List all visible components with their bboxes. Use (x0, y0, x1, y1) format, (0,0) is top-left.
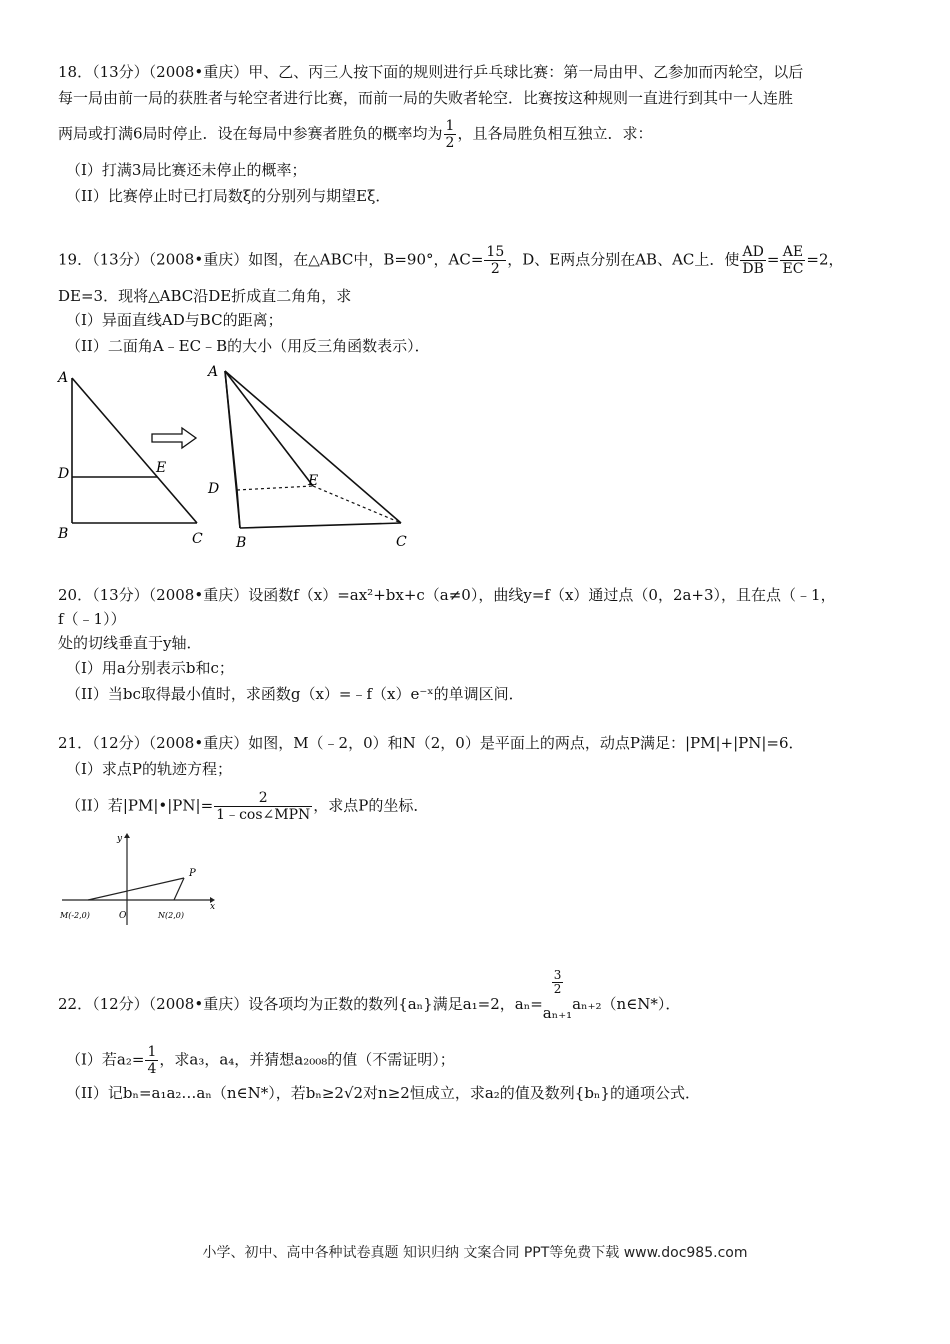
q22-part1-pre: （I）若a₂= (66, 1050, 145, 1069)
q19-r2-den: EC (782, 261, 804, 277)
q19-ac-fraction (484, 244, 506, 277)
q18-part2: （II）比赛停止时已打局数ξ的分别列与期望Eξ． (66, 187, 391, 205)
q19-figure (50, 360, 430, 555)
q22-part1-post: ，求a₃，a₄，并猜想a₂₀₀₈的值（不需证明）； (159, 1050, 455, 1069)
q19-line1 (58, 244, 844, 277)
fig-right-label-a: A (208, 364, 219, 380)
q19-line2: DE=3．现将△ABC沿DE折成直二角角，求 (58, 287, 352, 305)
point-p-label: P (189, 868, 196, 879)
q19-line1-post: =2， (806, 250, 844, 269)
q19-ratio2 (780, 244, 805, 277)
q21-part2-post: ，求点P的坐标． (313, 796, 429, 815)
q19-ac-den: 2 (490, 261, 500, 277)
q19-left-triangle (72, 378, 197, 523)
q20-part1: （I）用a分别表示b和c； (66, 659, 234, 677)
fold-arrow-icon (152, 428, 196, 448)
q18-line1: 18．（13分）（2008•重庆）甲、乙、丙三人按下面的规则进行乒乓球比赛：第一局由甲、乙参加而丙轮空，以后 (58, 63, 804, 81)
q22-exp-den: 2 (553, 982, 562, 996)
q22-p1-num: 1 (147, 1044, 157, 1060)
q22-exp-num: 3 (553, 968, 562, 982)
q19-eq: = (766, 250, 780, 269)
q19-right-figure (225, 371, 401, 528)
fig-right-label-d: D (208, 481, 220, 497)
q22-quarter (145, 1044, 158, 1077)
fig-left-label-e: E (156, 460, 167, 476)
q19-ratio1 (740, 244, 766, 277)
y-arrow-icon (124, 833, 130, 838)
segment-np (174, 878, 184, 900)
fig-right-label-c: C (396, 534, 407, 550)
q18-line2: 每一局由前一局的获胜者与轮空者进行比赛，而前一局的失败者轮空．比赛按这种规则一直进行到其中一人连胜 (58, 89, 794, 107)
fig-right-label-e: E (308, 473, 319, 489)
q21-figure (58, 830, 223, 930)
q21-part1: （I）求点P的轨迹方程； (66, 760, 233, 778)
q18-part1: （I）打满3局比赛还未停止的概率； (66, 161, 307, 179)
q21-frac-den: 1﹣cos∠MPN (216, 807, 311, 823)
q21-fraction (214, 790, 312, 823)
q22-line1-pre: 22．（12分）（2008•重庆）设各项均为正数的数列{aₙ}满足a₁=2，aₙ= (58, 995, 543, 1013)
footer-ad: 小学、初中、高中各种试卷真题 知识归纳 文案合同 PPT等免费下载 www.doc985.com (202, 1245, 748, 1261)
q21-part2 (66, 790, 428, 823)
q19-line1-pre: 19．（13分）（2008•重庆）如图，在△ABC中，B=90°，AC= (58, 250, 484, 269)
q19-part1: （I）异面直线AD与BC的距离； (66, 311, 283, 329)
q18-line3-post: ，且各局胜负相互独立．求： (457, 124, 653, 143)
q22-p1-den: 4 (147, 1061, 157, 1077)
q19-r1-num: AD (740, 244, 766, 261)
q19-r2-num: AE (780, 244, 805, 261)
fig-left-label-d: D (58, 466, 70, 482)
q19-r1-den: DB (742, 261, 764, 277)
q20-part2: （II）当bc取得最小值时，求函数g（x）=﹣f（x）e⁻ˣ的单调区间． (66, 685, 524, 703)
q21-part2-pre: （II）若|PM|•|PN|= (66, 796, 214, 815)
q22-line1-post: aₙ₊₂（n∈N*）． (572, 995, 681, 1013)
axis-x-label: x (210, 902, 216, 912)
q20-line3: 处的切线垂直于y轴． (58, 634, 202, 652)
q22-part1 (66, 1044, 455, 1077)
q18-frac-den: 2 (445, 135, 455, 151)
q22-part2: （II）记bₙ=a₁a₂…aₙ（n∈N*），若bₙ≥2√2对n≥2恒成立，求a₂的值及数列{bₙ}的通项公式． (66, 1084, 700, 1102)
point-n-label: N(2,0) (158, 911, 184, 920)
q19-line1-mid: ，D、E两点分别在AB、AC上．使 (507, 250, 740, 269)
point-m-label: M(-2,0) (60, 911, 90, 920)
q22-power-expr (542, 968, 573, 1022)
fig-left-label-b: B (58, 526, 69, 542)
q22-line1 (58, 968, 681, 1022)
q18-half-fraction (444, 118, 457, 151)
axis-y-label: y (117, 834, 123, 844)
q18-line3 (58, 118, 652, 151)
q18-line3-pre: 两局或打满6局时停止．设在每局中参赛者胜负的概率均为 (58, 124, 443, 143)
fig-right-label-b: B (236, 535, 247, 551)
q22-base: aₙ₊₁ (542, 1004, 573, 1022)
segment-mp (88, 878, 184, 900)
fig-left-label-c: C (192, 531, 203, 547)
q21-frac-num: 2 (214, 790, 312, 807)
q19-ac-num: 15 (486, 244, 505, 260)
q18-frac-num: 1 (445, 118, 455, 134)
q21-line1: 21．（12分）（2008•重庆）如图，M（﹣2，0）和N（2，0）是平面上的两点，动点P满足：|PM|+|PN|=6． (58, 734, 804, 752)
q19-part2: （II）二面角A﹣EC﹣B的大小（用反三角函数表示）． (66, 337, 430, 355)
fig-left-label-a: A (58, 370, 69, 386)
q20-line1: 20．（13分）（2008•重庆）设函数f（x）=ax²+bx+c（a≠0），曲线y=f（x）通过点（0，2a+3），且在点（﹣1， (58, 586, 836, 604)
origin-label: O (119, 911, 127, 921)
q20-line2: f（﹣1）） (58, 610, 126, 628)
q22-exponent (552, 969, 564, 996)
